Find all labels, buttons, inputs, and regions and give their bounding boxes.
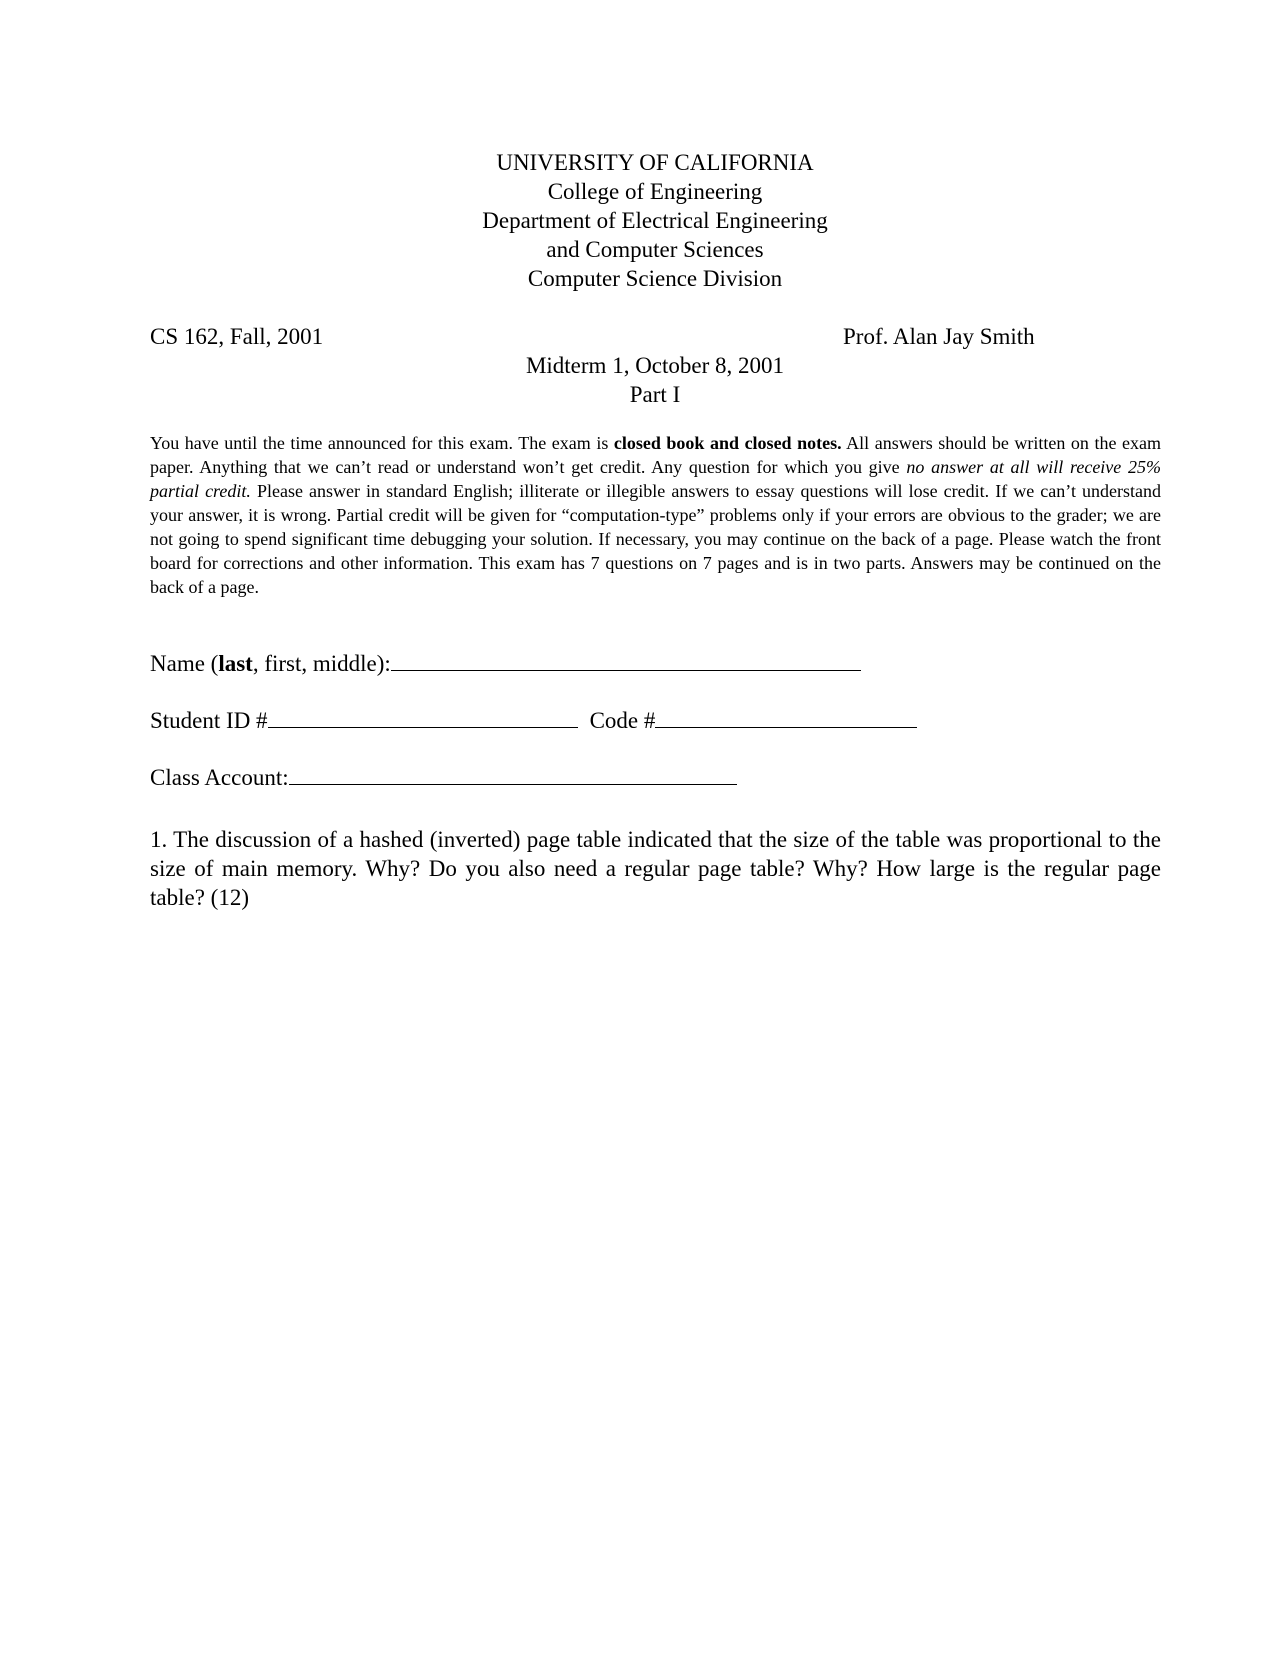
instructions-italic-partial-credit: no answer at all will receive 25% partial credit. [150, 457, 1161, 501]
student-id-label: Student ID # [150, 708, 268, 733]
student-id-field-row [150, 705, 917, 735]
instructions-bold-closed-book: closed book and closed notes. [613, 433, 842, 453]
exam-title-block [0, 351, 1280, 409]
division-name: Computer Science Division [527, 266, 783, 291]
department-line-2: and Computer Sciences [546, 237, 764, 262]
class-account-label: Class Account: [150, 765, 289, 790]
class-account-field-row [150, 762, 737, 792]
name-label-prefix: Name ( [150, 651, 219, 676]
professor-name: Prof. Alan Jay Smith [843, 324, 1035, 349]
exam-part: Part I [629, 382, 681, 407]
university-name: UNIVERSITY OF CALIFORNIA [496, 150, 814, 175]
name-label-bold-last: last [218, 651, 253, 676]
instructions-text-2: All answers should be written on the exam paper. Anything that we can’t read or understand won’t get credit. Any question for which you give [150, 433, 1161, 477]
code-blank-line[interactable] [655, 705, 917, 728]
department-line-1: Department of Electrical Engineering [482, 208, 828, 233]
instructions-text-1: You have until the time announced for this exam. The exam is [150, 433, 614, 453]
exam-title: Midterm 1, October 8, 2001 [525, 353, 785, 378]
code-label: Code # [589, 708, 656, 733]
college-name: College of Engineering [547, 179, 763, 204]
question-1: 1. The discussion of a hashed (inverted) page table indicated that the size of the table was proportional to the size of main memory. Why? Do you also need a regular page table? Why? How large is the regular page table? (12) [150, 827, 1161, 910]
student-id-blank-line[interactable] [268, 705, 578, 728]
name-label-suffix: , first, middle): [252, 651, 391, 676]
class-account-blank-line[interactable] [289, 762, 737, 785]
name-blank-line[interactable] [391, 648, 861, 671]
course-info: CS 162, Fall, 2001 [150, 324, 324, 349]
name-field-row [150, 648, 861, 678]
instructions-text-3: Please answer in standard English; illiterate or illegible answers to essay questions will lose credit. If we can’t understand your answer, it is wrong. Partial credit will be given for “computation-type” problems only if your errors are obvious to the grader; we are not going to spend significant time debugging your solution. If necessary, you may continue on the back of a page. Please watch the front board for corrections and other information. This exam has 7 questions on 7 pages and is in two parts. Answers may be continued on the back of a page. [150, 481, 1161, 597]
exam-instructions [150, 431, 1161, 599]
institution-header [0, 148, 1280, 293]
